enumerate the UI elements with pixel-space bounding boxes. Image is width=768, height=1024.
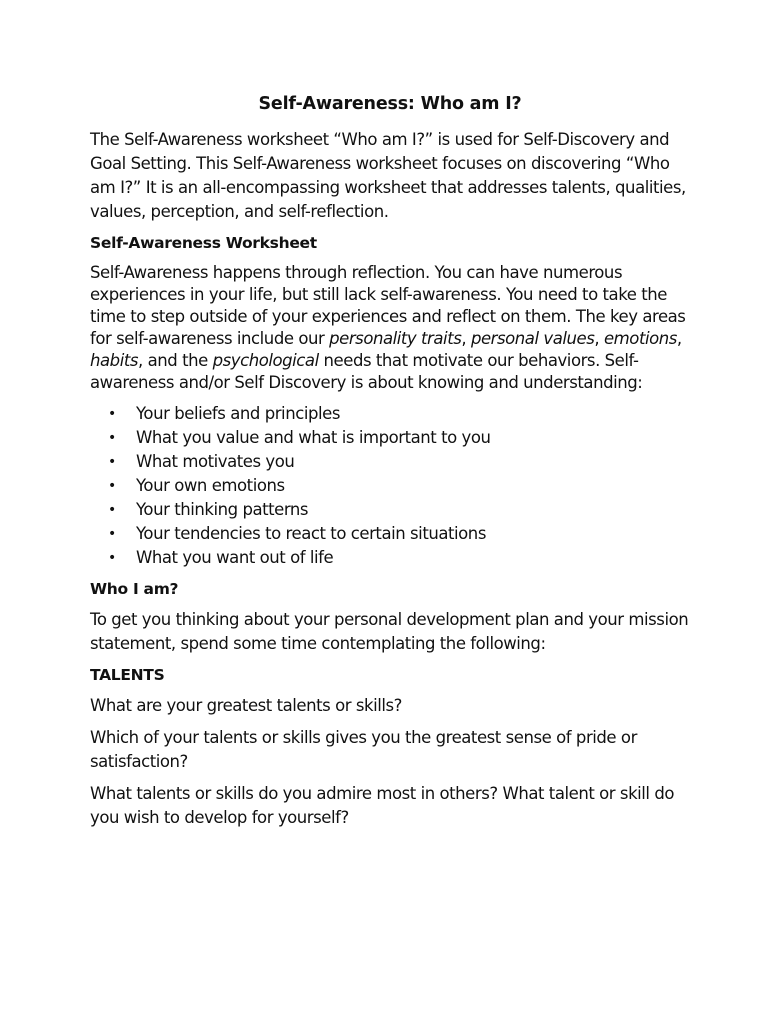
emphasis-emotions: emotions (603, 329, 677, 348)
emphasis-psychological: psychological (212, 351, 319, 370)
section-heading-who-i-am: Who I am? (90, 580, 179, 598)
list-item-text: Your own emotions (136, 476, 285, 495)
list-item-text: Your beliefs and principles (136, 404, 340, 423)
emphasis-personal-values: personal values (470, 329, 595, 348)
list-item-text: What you value and what is important to you (136, 428, 491, 447)
list-item-text: Your thinking patterns (136, 500, 309, 519)
section-heading-talents: TALENTS (90, 666, 165, 684)
talents-question-3: What talents or skills do you admire most in others? What talent or skill do you wish to develop for yourself? (90, 784, 675, 827)
bullet-icon: • (108, 430, 116, 446)
emphasis-habits: habits (90, 351, 138, 370)
section-heading-worksheet: Self-Awareness Worksheet (90, 234, 317, 252)
talents-question-2: Which of your talents or skills gives you the greatest sense of pride or satisfaction? (90, 728, 637, 771)
list-item (90, 498, 690, 522)
list-item-text: What you want out of life (136, 548, 334, 567)
intro-paragraph: The Self-Awareness worksheet “Who am I?” is used for Self-Discovery and Goal Setting. This Self-Awareness worksheet focuses on discovering “Who am I?” It is an all-encompassing worksheet that addresses talents, qualities, values, perception, and self-reflection. (90, 130, 686, 221)
list-item (90, 474, 690, 498)
page-title: Self-Awareness: Who am I? (258, 94, 522, 114)
bullet-icon: • (108, 502, 116, 518)
separator-3: , (676, 329, 682, 348)
list-item-text: What motivates you (136, 452, 295, 471)
talents-question-1: What are your greatest talents or skills? (90, 696, 402, 715)
list-item-text: Your tendencies to react to certain situations (136, 524, 486, 543)
separator-4: , and the (138, 351, 213, 370)
emphasis-personality-traits: personality traits (329, 329, 462, 348)
separator-1: , (461, 329, 471, 348)
bullet-icon: • (108, 454, 116, 470)
bullet-icon: • (108, 526, 116, 542)
awareness-bullet-list (90, 402, 690, 570)
list-item (90, 402, 690, 426)
list-item (90, 426, 690, 450)
reflection-text-1: Self-Awareness happens through reflection. You can have numerous experiences in your life, but still lack self-awareness. You need to take the time to step outside of your experiences and reflect on them. The key areas for self-awareness include our (90, 263, 686, 348)
bullet-icon: • (108, 550, 116, 566)
list-item (90, 546, 690, 570)
document-page (90, 94, 690, 838)
reflection-text-2: needs that motivate our behaviors. Self-awareness and/or Self Discovery is about knowing and understanding: (90, 351, 643, 392)
list-item (90, 522, 690, 546)
bullet-icon: • (108, 478, 116, 494)
contemplation-paragraph: To get you thinking about your personal development plan and your mission statement, spend some time contemplating the following: (90, 610, 689, 653)
reflection-paragraph (90, 262, 690, 394)
bullet-icon: • (108, 406, 116, 422)
separator-2: , (594, 329, 604, 348)
list-item (90, 450, 690, 474)
